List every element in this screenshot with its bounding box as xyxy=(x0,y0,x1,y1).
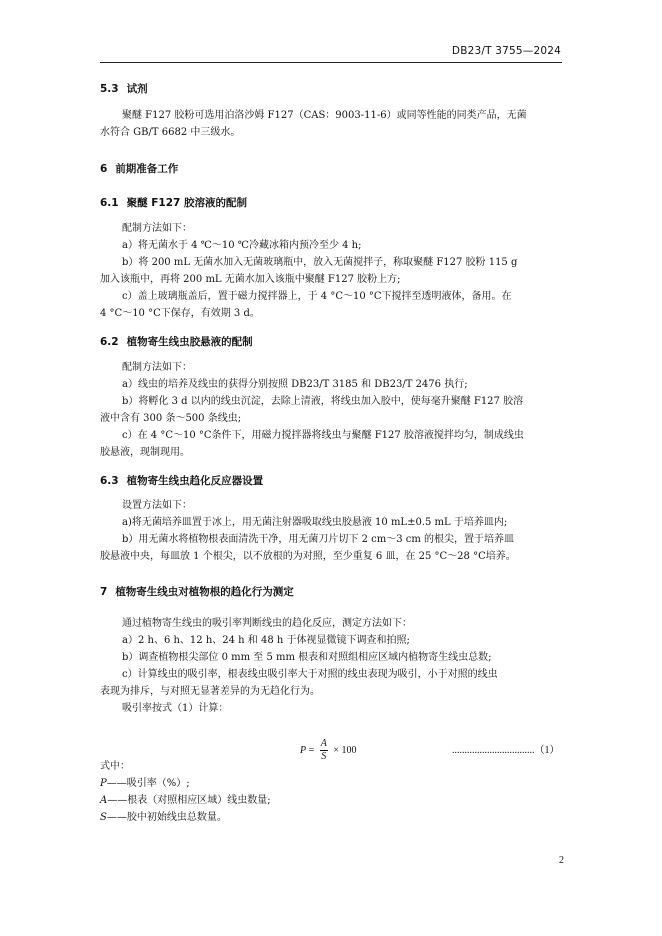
section-5-3-heading xyxy=(100,81,148,96)
list-item: b）调查植物根尖部位 0 mm 至 5 mm 根表和对照组相应区域内植物寄生线虫总数; xyxy=(122,652,492,663)
formula-numerator: A xyxy=(320,738,327,749)
section-number: 6.2 xyxy=(100,336,119,348)
list-item-continued: 胶悬液中央，每皿放 1 个根尖，以不放根的为对照，至少重复 6 皿，在 25 °C～28 °C培养。 xyxy=(100,551,516,562)
leader-dots: ................................. xyxy=(452,745,535,756)
definition-text: ——根表（对照相应区域）线虫数量; xyxy=(107,795,271,806)
formula-denominator: S xyxy=(321,751,327,762)
paragraph-line: 设置方法如下： xyxy=(122,500,192,511)
list-item: c）计算线虫的吸引率，根表线虫吸引率大于对照的线虫表现为吸引，小于对照的线虫 xyxy=(122,669,498,680)
list-item: a）线虫的培养及线虫的获得分别按照 DB23/T 3185 和 DB23/T 2476 执行; xyxy=(122,379,468,390)
list-item-continued: 表现为排斥，与对照无显著差异的为无趋化行为。 xyxy=(100,686,320,697)
definition-text: ——胶中初始线虫总数量。 xyxy=(106,812,227,823)
section-title: 植物寄生线虫对植物根的趋化行为测定 xyxy=(115,586,294,598)
section-6-heading xyxy=(100,161,178,176)
list-item: c）在 4 °C～10 °C条件下，用磁力搅拌器将线虫与聚醚 F127 胶溶液搅拌均匀，制成线虫 xyxy=(122,430,524,441)
list-item: b）将孵化 3 d 以内的线虫沉淀，去除上清液，将线虫加入胶中，使每毫升聚醚 F127 胶溶 xyxy=(122,396,524,407)
list-item-continued: 胶悬液，现制现用。 xyxy=(100,447,190,458)
section-title: 试剂 xyxy=(126,83,148,95)
definition-text: ——吸引率（%）; xyxy=(106,778,190,789)
section-6-3-heading xyxy=(100,473,263,488)
paragraph-line: 配制方法如下： xyxy=(122,362,192,373)
formula-number: （1） xyxy=(534,745,560,756)
section-number: 6.3 xyxy=(100,475,119,487)
definition-row xyxy=(100,775,562,792)
section-6-2-heading xyxy=(100,334,253,349)
paragraph-line: 水符合 GB/T 6682 中三级水。 xyxy=(100,127,241,138)
formula-multiplier: × 100 xyxy=(333,744,357,756)
section-number: 6.1 xyxy=(100,197,119,209)
page-number: 2 xyxy=(559,855,564,866)
section-number: 5.3 xyxy=(100,83,119,95)
formula-lhs: P xyxy=(300,744,307,756)
paragraph-line: 聚醚 F127 胶粉可选用泊洛沙姆 F127（CAS：9003-11-6）或同等性能的同类产品，无菌 xyxy=(122,110,527,121)
list-item: c）盖上玻璃瓶盖后，置于磁力搅拌器上，于 4 °C～10 °C下搅拌至透明液体，备用。在 xyxy=(122,291,512,302)
definition-symbol: P xyxy=(100,778,107,789)
definition-row xyxy=(100,809,562,826)
where-label: 式中： xyxy=(100,761,130,772)
list-item: b）用无菌水将植物根表面清洗干净，用无菌刀片切下 2 cm～3 cm 的根尖，置于培养皿 xyxy=(122,534,515,545)
paragraph-line: 吸引率按式（1）计算： xyxy=(122,703,229,714)
section-title: 聚醚 F127 胶溶液的配制 xyxy=(126,197,248,209)
definition-symbol: S xyxy=(100,812,107,823)
paragraph-line: 通过植物寄生线虫的吸引率判断线虫的趋化反应，测定方法如下： xyxy=(122,618,412,629)
formula-equals: = xyxy=(308,744,315,756)
section-title: 前期准备工作 xyxy=(115,163,179,175)
list-item-continued: 加入该瓶中，再将 200 mL 无菌水加入该瓶中聚醚 F127 胶粉上方; xyxy=(100,274,401,285)
section-number: 6 xyxy=(100,163,108,175)
header-rule xyxy=(100,62,562,63)
definition-row xyxy=(100,792,562,809)
section-title: 植物寄生线虫胶悬液的配制 xyxy=(126,336,253,348)
section-7-heading xyxy=(100,584,294,599)
section-6-1-heading xyxy=(100,195,247,210)
formula-label xyxy=(452,741,560,756)
list-item: a)将无菌培养皿置于冰上，用无菌注射器吸取线虫胶悬液 10 mL±0.5 mL 于培养皿内; xyxy=(122,517,508,528)
list-item: b）将 200 mL 无菌水加入无菌玻璃瓶中，放入无菌搅拌子，称取聚醚 F127 胶粉 115 g xyxy=(122,257,518,268)
paragraph-line: 配制方法如下： xyxy=(122,223,192,234)
section-title: 植物寄生线虫趋化反应器设置 xyxy=(126,475,264,487)
list-item-continued: 4 °C～10 °C下保存，有效期 3 d。 xyxy=(100,308,260,319)
definition-symbol: A xyxy=(100,795,108,806)
list-item: a）将无菌水于 4 ℃～10 ℃冷藏冰箱内预冷至少 4 h; xyxy=(122,240,362,251)
list-item-continued: 液中含有 300 条～500 条线虫; xyxy=(100,413,242,424)
section-number: 7 xyxy=(100,586,108,598)
list-item: a）2 h、6 h、12 h、24 h 和 48 h 于体视显微镜下调查和拍照; xyxy=(122,635,410,646)
standard-code: DB23/T 3755—2024 xyxy=(451,45,561,57)
